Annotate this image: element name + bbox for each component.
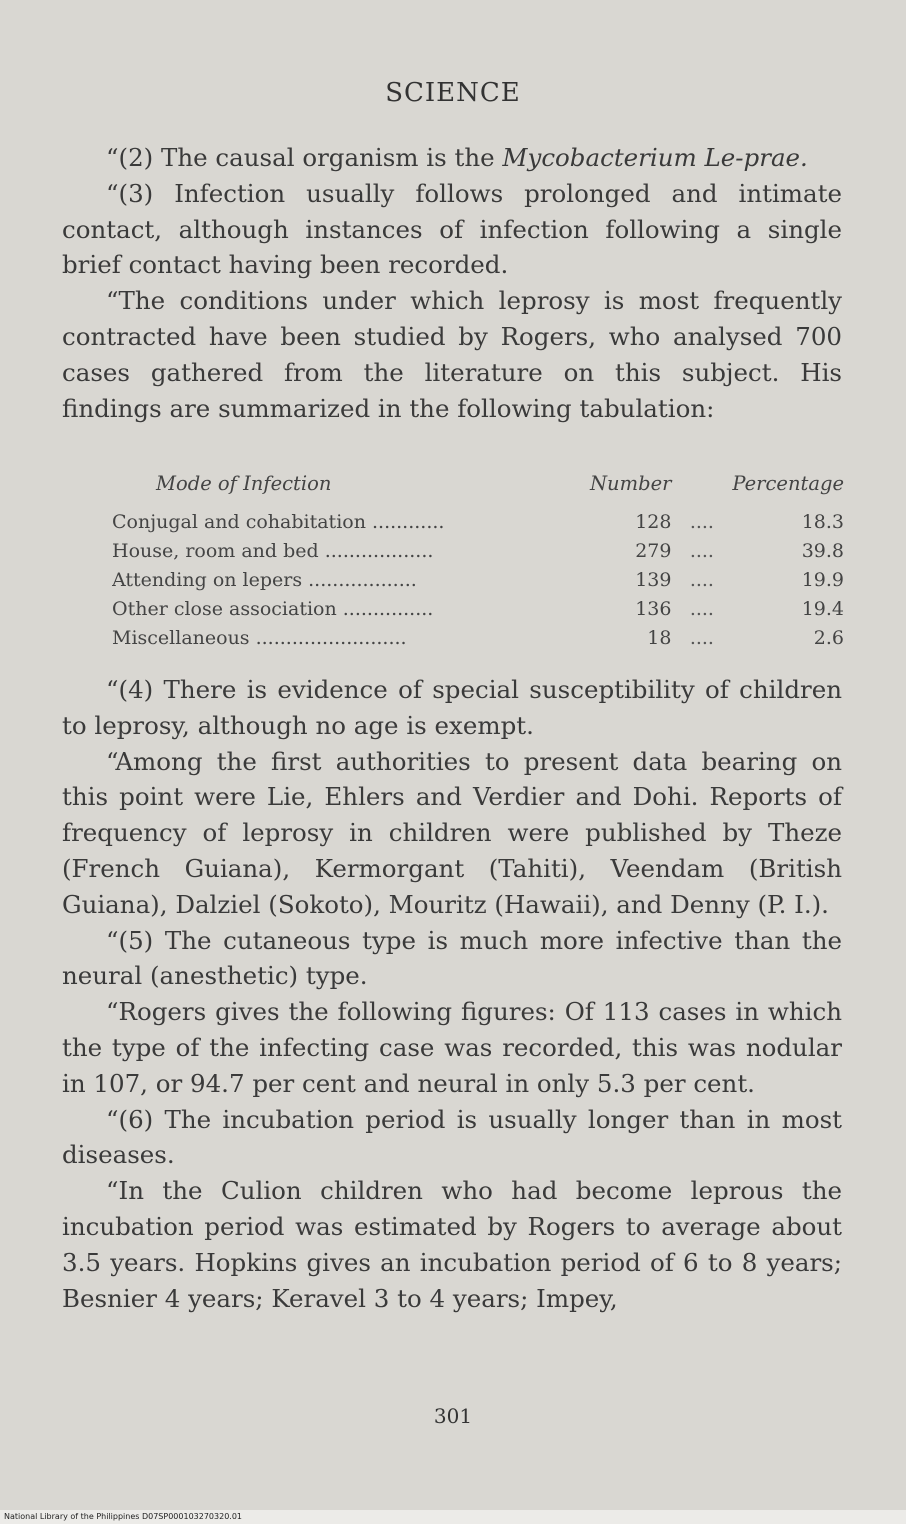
cell-number: 139 (635, 568, 672, 591)
paragraph: “Among the first authorities to present data bearing on this point were Lie, Ehlers and Verdier and Dohi. Reports of frequency of leprosy in children were published by Theze (French Guiana), Kermorgant (Tahiti), Veendam (British Guiana), Dalziel (Sokoto), Mouritz (Hawaii), and Denny (P. I.). (62, 746, 842, 919)
paragraph: “Rogers gives the following figures: Of 113 cases in which the type of the infecting case was recorded, this was nodular in 107, or 94.7 per cent and neural in only 5.3 per cent. (62, 997, 842, 1098)
cell-number: 128 (635, 510, 672, 533)
cell-leader: .... (689, 597, 714, 620)
cell-mode: Attending on lepers .................. (112, 568, 417, 591)
header-number: Number (589, 472, 672, 495)
running-head: SCIENCE (385, 78, 521, 108)
paragraph: “(5) The cutaneous type is much more infective than the neural (anesthetic) type. (62, 925, 842, 991)
library-footer-strip: National Library of the Philippines D07SP000103270320.01 (0, 1510, 906, 1524)
cell-percentage: 2.6 (813, 626, 844, 649)
paragraph: “In the Culion children who had become leprous the incubation period was estimated by Rogers to average about 3.5 years. Hopkins gives an incubation period of 6 to 8 years; Besnier 4 years; Keravel 3 to 4 years; Impey, (62, 1176, 842, 1313)
cell-number: 279 (635, 539, 672, 562)
table-row (112, 507, 844, 536)
text-block-bottom (62, 672, 842, 1316)
cell-mode: Conjugal and cohabitation ............ (112, 510, 445, 533)
cell-mode: Other close association ............... (112, 597, 434, 620)
paragraph: “(6) The incubation period is usually longer than in most diseases. (62, 1104, 842, 1170)
cell-leader: .... (689, 539, 714, 562)
italic-term: Mycobacterium Le-prae. (502, 143, 808, 172)
table-row (112, 594, 844, 623)
paragraph: “(3) Infection usually follows prolonged and intimate contact, although instances of infection following a single brief contact having been recorded. (62, 178, 842, 280)
cell-mode: Miscellaneous ......................... (112, 626, 407, 649)
text-block-top (62, 140, 842, 426)
paragraph: “The conditions under which leprosy is most frequently contracted have been studied by Rogers, who analysed 700 cases gathered from the literature on this subject. His findings are summarized in the following tabulation: (62, 286, 842, 423)
infection-table (112, 472, 844, 652)
table-row (112, 565, 844, 594)
cell-leader: .... (689, 626, 714, 649)
paragraph: “(4) There is evidence of special susceptibility of children to leprosy, although no age is exempt. (62, 675, 842, 740)
cell-mode: House, room and bed .................. (112, 539, 434, 562)
cell-percentage: 39.8 (801, 539, 844, 562)
table-header-row (112, 472, 844, 507)
cell-number: 18 (647, 626, 672, 649)
cell-leader: .... (689, 568, 714, 591)
table-row (112, 623, 844, 652)
page-number: 301 (433, 1404, 473, 1428)
paragraph-text: “(2) The causal organism is the (106, 143, 503, 172)
header-percentage: Percentage (732, 472, 844, 495)
cell-percentage: 19.4 (801, 597, 844, 620)
paragraph (62, 140, 842, 176)
cell-number: 136 (635, 597, 672, 620)
header-spacer (671, 472, 732, 507)
header-mode: Mode of Infection (156, 472, 332, 495)
cell-percentage: 18.3 (801, 510, 844, 533)
cell-percentage: 19.9 (801, 568, 844, 591)
table-row (112, 536, 844, 565)
cell-leader: .... (689, 510, 714, 533)
